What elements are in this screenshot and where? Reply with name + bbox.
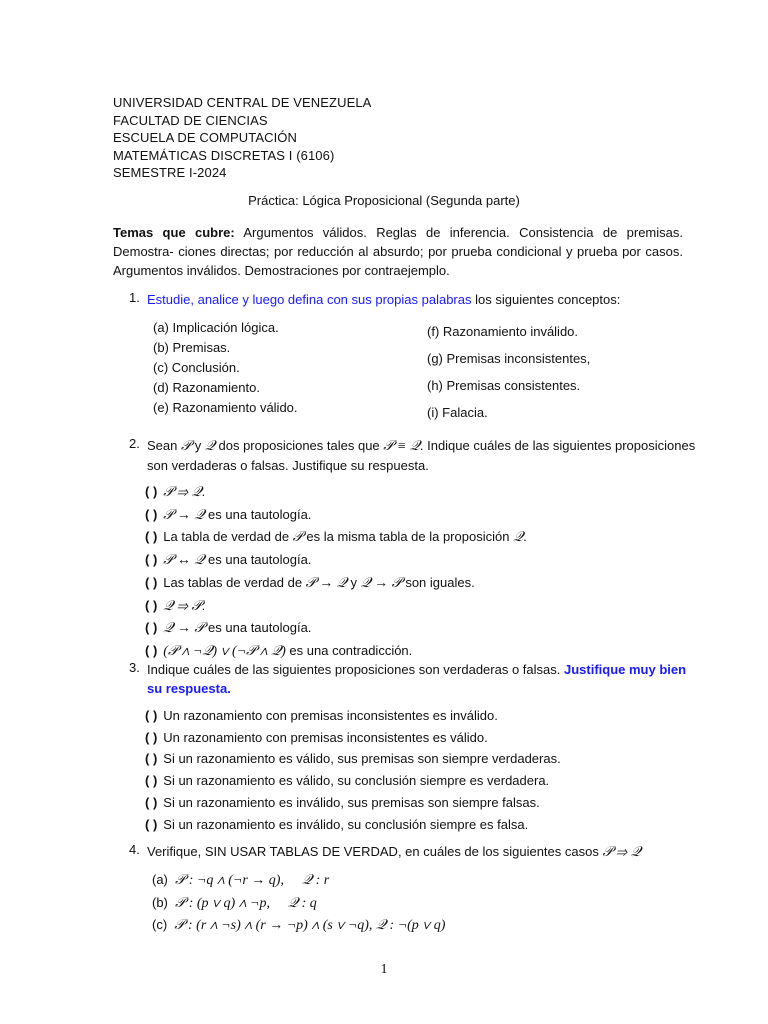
statement-text: es una tautología. xyxy=(204,552,312,568)
math-expression: 𝒫 : (p ∨ q) ∧ ¬p, xyxy=(175,895,270,911)
question-2-text: son verdaderas o falsas. Justifique su respuesta. xyxy=(147,458,429,473)
answer-blank: ( ) xyxy=(145,574,158,590)
math-expression: 𝒫 xyxy=(292,530,303,546)
list-item xyxy=(152,869,445,892)
question-3-text: Indique cuáles de las siguientes proposiciones son verdaderas o falsas. xyxy=(147,662,564,677)
statement-text: Un razonamiento con premisas inconsistentes es válido. xyxy=(163,729,488,745)
list-item: (b) Premisas. xyxy=(153,340,231,355)
list-item xyxy=(145,481,527,504)
page-number: 1 xyxy=(380,962,388,977)
list-item: (f) Razonamiento inválido. xyxy=(427,324,579,339)
answer-blank: ( ) xyxy=(145,816,158,832)
statement-text: La tabla de verdad de xyxy=(163,529,293,545)
answer-blank: ( ) xyxy=(145,642,158,658)
answer-blank: ( ) xyxy=(145,552,158,568)
math-expression: 𝒫 → 𝒬 xyxy=(163,507,205,523)
math-expression: 𝒬 → 𝒫 xyxy=(163,621,205,637)
list-item xyxy=(145,549,527,572)
math-expression: 𝒫 ⇒ 𝒬 xyxy=(163,485,202,500)
topics-label: Temas que cubre: xyxy=(113,225,235,240)
question-number: 4. xyxy=(129,842,140,857)
list-item xyxy=(145,705,561,727)
answer-blank: ( ) xyxy=(145,620,158,636)
statement-text: son iguales. xyxy=(401,574,475,590)
university-name: UNIVERSIDAD CENTRAL DE VENEZUELA xyxy=(113,95,372,110)
statement-text: Si un razonamiento es válido, su conclusión siempre es verdadera. xyxy=(163,773,550,789)
case-label: (b) xyxy=(152,894,168,910)
list-item xyxy=(145,727,561,749)
list-item xyxy=(145,595,527,618)
q2-statements xyxy=(145,481,527,663)
math-expression: 𝒬 : ¬(p ∨ q) xyxy=(375,918,446,933)
q4-cases xyxy=(152,869,445,937)
statement-text: es la misma tabla de la proposición xyxy=(302,529,514,545)
statement-text: . xyxy=(201,484,206,499)
topics-paragraph xyxy=(113,223,683,280)
answer-blank: ( ) xyxy=(145,729,158,745)
list-item xyxy=(152,892,445,915)
list-item xyxy=(145,770,561,792)
document-header xyxy=(113,94,371,182)
math-expression: 𝒬 xyxy=(513,530,524,546)
question-1-text: los siguientes conceptos: xyxy=(471,292,621,307)
answer-blank: ( ) xyxy=(145,773,158,789)
math-expression: 𝒫 : ¬q ∧ (¬r → q), xyxy=(175,873,284,888)
question-1-highlight: Estudie, analice y luego defina con sus propias palabras xyxy=(147,292,472,307)
semester-label: SEMESTRE I-2024 xyxy=(113,165,227,180)
question-number: 1. xyxy=(129,290,140,305)
math-expression: 𝒫 ⇒ 𝒬 xyxy=(602,845,641,860)
answer-blank: ( ) xyxy=(145,484,158,499)
case-label: (a) xyxy=(152,872,168,887)
topics-line-2: ciones directas; por reducción al absurdo; por prueba condicional y prueba por casos. Argumentos xyxy=(113,244,683,278)
list-item xyxy=(145,814,561,836)
statement-text: es una tautología. xyxy=(204,506,312,522)
math-expression: 𝒬 → 𝒫 xyxy=(360,575,402,591)
math-expression: 𝒫 ↔ 𝒬 xyxy=(163,553,205,569)
answer-blank: ( ) xyxy=(145,794,158,810)
topics-line-3: inválidos. Demostraciones por contraejemplo. xyxy=(186,263,450,278)
question-2-text: dos proposiciones tales que xyxy=(214,438,384,453)
list-item: (c) Conclusión. xyxy=(153,360,240,375)
answer-blank: ( ) xyxy=(145,708,158,723)
math-symbol: 𝒬 xyxy=(204,439,215,454)
answer-blank: ( ) xyxy=(145,597,158,613)
list-item: (a) Implicación lógica. xyxy=(153,320,279,335)
answer-blank: ( ) xyxy=(145,751,158,767)
question-4-text: Verifique, SIN USAR TABLAS DE VERDAD, en cuáles de los siguientes casos xyxy=(147,844,603,859)
list-item: (g) Premisas inconsistentes, xyxy=(427,351,591,366)
statement-text: Si un razonamiento es válido, sus premisas son siempre verdaderas. xyxy=(163,751,561,767)
question-number: 2. xyxy=(129,436,140,451)
answer-blank: ( ) xyxy=(145,506,158,522)
question-2-text: . Indique cuáles de las siguientes proposiciones xyxy=(419,438,696,453)
statement-text: es una contradicción. xyxy=(285,642,413,658)
math-expression: 𝒬 : q xyxy=(288,895,317,911)
math-expression: 𝒬 : r xyxy=(302,873,330,888)
page-title: Práctica: Lógica Proposicional (Segunda parte) xyxy=(248,193,520,208)
math-expression: 𝒬 ⇒ 𝒫 xyxy=(163,598,202,614)
math-expression: 𝒫 : (r ∧ ¬s) ∧ (r → ¬p) ∧ (s ∨ ¬q), xyxy=(174,918,373,933)
list-item: (h) Premisas consistentes. xyxy=(427,378,581,393)
statement-text: Si un razonamiento es inválido, sus premisas son siempre falsas. xyxy=(163,794,540,810)
math-expression: 𝒫 ≡ 𝒬 xyxy=(383,439,420,454)
question-2-text: y xyxy=(191,438,205,453)
statement-text: y xyxy=(346,574,361,590)
school-name: ESCUELA DE COMPUTACIÓN xyxy=(113,130,297,145)
course-name: MATEMÁTICAS DISCRETAS I (6106) xyxy=(113,147,335,163)
statement-text: Las tablas de verdad de xyxy=(163,574,306,590)
list-item xyxy=(145,572,527,595)
concepts-right-list xyxy=(427,318,590,426)
statement-text: Un razonamiento con premisas inconsistentes es inválido. xyxy=(163,708,498,723)
list-item xyxy=(145,748,561,770)
list-item: (e) Razonamiento válido. xyxy=(153,400,298,415)
question-number: 3. xyxy=(129,660,140,675)
list-item: (d) Razonamiento. xyxy=(153,380,260,395)
question-3-emphasis: su respuesta. xyxy=(147,681,231,696)
question-3-emphasis: Justifique muy bien xyxy=(563,662,687,677)
statement-text: . xyxy=(523,529,527,545)
list-item: (i) Falacia. xyxy=(427,405,488,420)
faculty-name: FACULTAD DE CIENCIAS xyxy=(113,112,268,128)
list-item xyxy=(145,526,527,549)
case-label: (c) xyxy=(152,917,168,932)
statement-text: Si un razonamiento es inválido, su conclusión siempre es falsa. xyxy=(163,816,529,832)
list-item xyxy=(145,504,527,527)
statement-text: . xyxy=(201,597,206,613)
list-item xyxy=(145,792,561,814)
topics-line-1: Argumentos válidos. Reglas de inferencia. Consistencia de premisas. Demostra- xyxy=(113,225,683,259)
concepts-left-list xyxy=(153,318,298,418)
list-item xyxy=(152,914,445,937)
statement-text: es una tautología. xyxy=(204,620,312,636)
math-symbol: 𝒫 xyxy=(180,439,192,454)
q3-statements xyxy=(145,705,561,835)
math-expression: (𝒫 ∧ ¬𝒬) ∨ (¬𝒫 ∧ 𝒬) xyxy=(163,643,286,659)
answer-blank: ( ) xyxy=(145,529,158,545)
question-2-text: Sean xyxy=(147,438,181,453)
math-expression: 𝒫 → 𝒬 xyxy=(305,575,347,591)
list-item xyxy=(145,617,527,640)
